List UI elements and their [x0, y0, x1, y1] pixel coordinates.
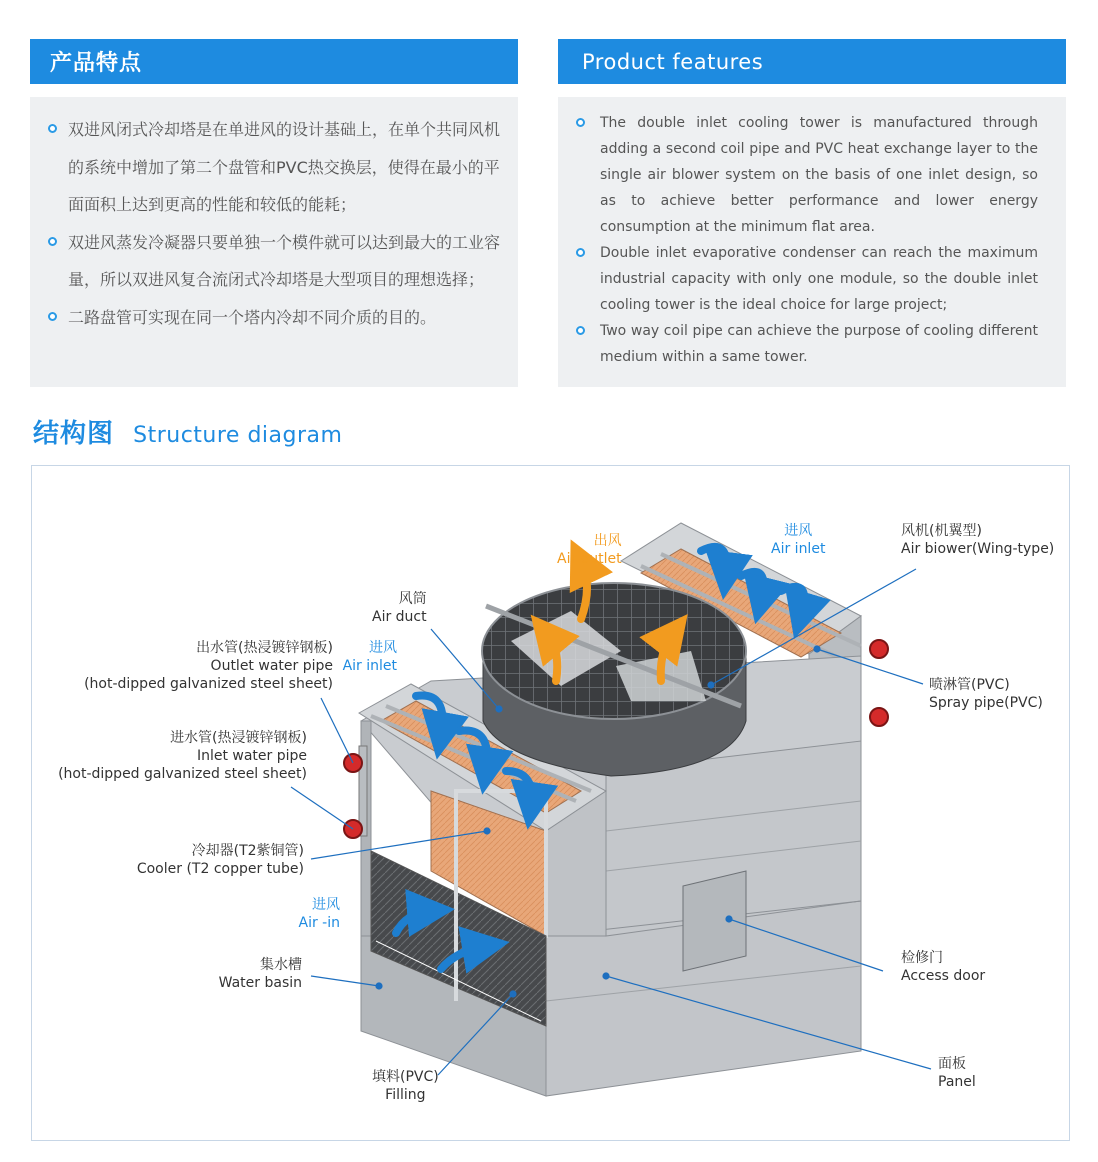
label-air-in: 进风 Air -in [298, 897, 340, 931]
label-air-inlet-top: 进风 Air inlet [771, 523, 826, 557]
feature-cn-item: 双进风闭式冷却塔是在单进风的设计基础上，在单个共同风机的系统中增加了第二个盘管和PVC热交换层，使得在最小的平面面积上达到更高的性能和较低的能耗； [68, 111, 500, 224]
label-access-door: 检修门 Access door [901, 950, 986, 984]
bullet-icon [576, 326, 585, 335]
label-air-duct: 风筒 Air duct [372, 591, 427, 625]
structure-title-cn: 结构图 [33, 419, 115, 449]
features-cn-header [30, 39, 518, 84]
label-panel: 面板 Panel [938, 1056, 976, 1090]
label-air-outlet: 出风 Air outlet [557, 533, 622, 567]
fan-duct [482, 583, 746, 776]
features-cn-list [68, 111, 500, 336]
label-inlet-pipe: 进水管(热浸镀锌钢板) Inlet water pipe (hot-dipped galvanized steel sheet) [58, 730, 307, 782]
label-spray-pipe: 喷淋管(PVC) Spray pipe(PVC) [929, 677, 1043, 711]
label-outlet-pipe: 出水管(热浸镀锌钢板) Outlet water pipe (hot-dipped galvanized steel sheet) [84, 640, 333, 692]
bullet-icon [576, 118, 585, 127]
label-air-inlet-left: 进风 Air inlet [342, 640, 397, 674]
right-inlet-valve-icon [870, 708, 888, 726]
structure-title-en: Structure diagram [133, 423, 343, 448]
right-outlet-valve-icon [870, 640, 888, 658]
structure-title [33, 413, 342, 450]
structure-diagram [31, 465, 1070, 1141]
label-cooler: 冷却器(T2紫铜管) Cooler (T2 copper tube) [136, 843, 304, 877]
features-cn-panel [30, 97, 518, 387]
features-en-list [600, 110, 1038, 370]
bullet-icon [576, 248, 585, 257]
cooling-tower-illustration [32, 466, 1069, 1140]
feature-cn-item: 二路盘管可实现在同一个塔内冷却不同介质的目的。 [68, 299, 500, 337]
features-en-title: Product features [582, 49, 764, 74]
label-water-basin: 集水槽 Water basin [218, 957, 302, 991]
feature-en-item: Double inlet evaporative condenser can reach the maximum industrial capacity with only one module, so the double inlet cooling tower is the ideal choice for large project; [600, 240, 1038, 318]
bullet-icon [48, 312, 57, 321]
features-cn-title: 产品特点 [50, 51, 143, 76]
label-filling: 填料(PVC) Filling [372, 1069, 439, 1103]
features-en-panel [558, 97, 1066, 387]
feature-en-item: The double inlet cooling tower is manufactured through adding a second coil pipe and PVC heat exchange layer to the single air blower system on the basis of one inlet design, so as to achieve better performance and lower energy consumption at the minimum flat area. [600, 110, 1038, 240]
label-air-blower: 风机(机翼型) Air biower(Wing-type) [901, 523, 1055, 557]
features-en-header [558, 39, 1066, 84]
feature-cn-item: 双进风蒸发冷凝器只要单独一个模件就可以达到最大的工业容量，所以双进风复合流闭式冷却塔是大型项目的理想选择； [68, 224, 500, 299]
bullet-icon [48, 237, 57, 246]
bullet-icon [48, 124, 57, 133]
feature-en-item: Two way coil pipe can achieve the purpose of cooling different medium within a same tower. [600, 318, 1038, 370]
